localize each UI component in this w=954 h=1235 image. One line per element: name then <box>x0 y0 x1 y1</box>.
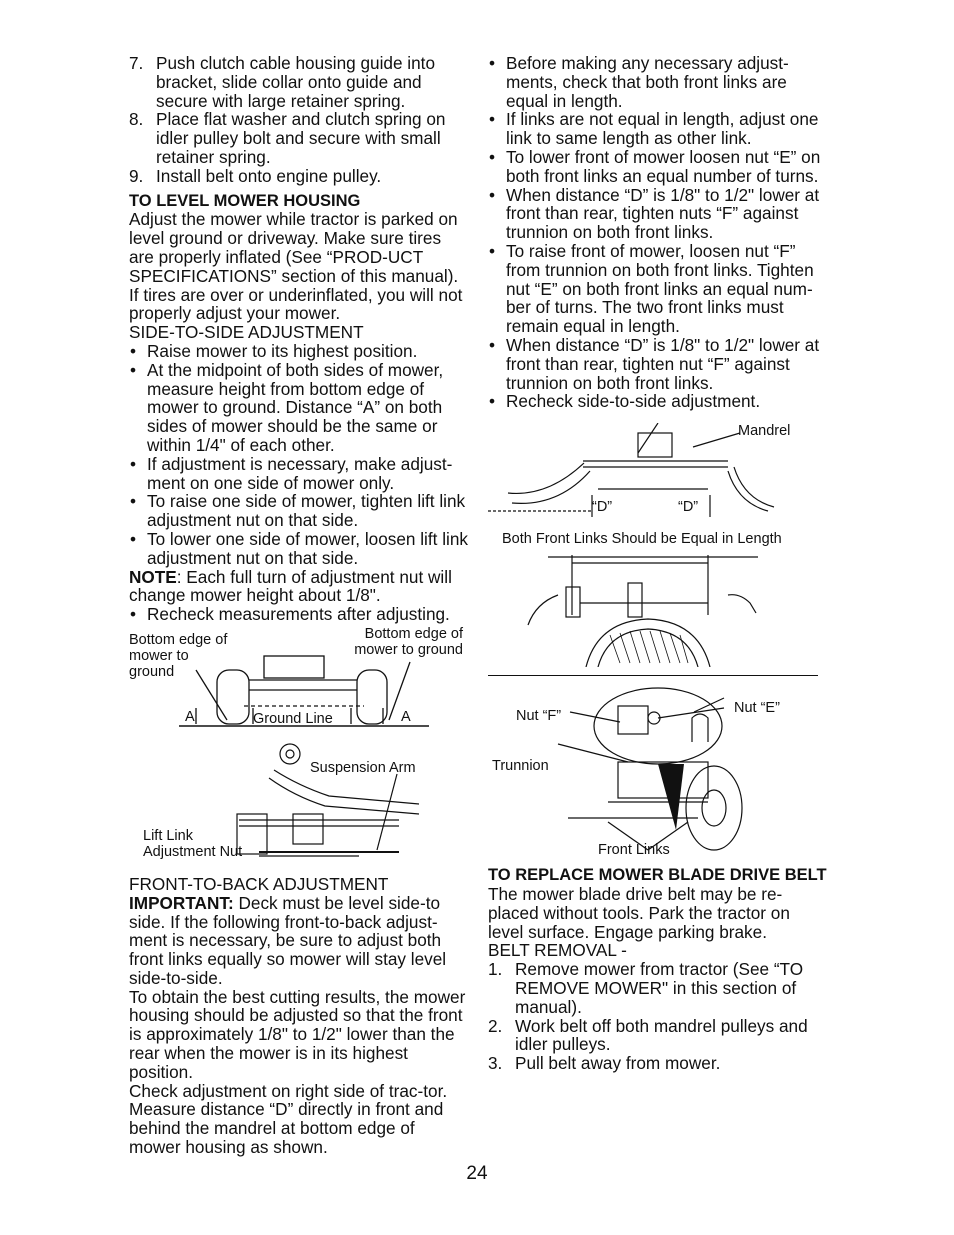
ground-line-figure <box>129 626 469 734</box>
belt-removal-heading: BELT REMOVAL - <box>488 940 627 961</box>
list-item: • If links are not equal in length, adjust one link to same length as other link. <box>488 110 828 148</box>
label-d-front: “D” <box>592 499 613 516</box>
label-nut-e: Nut “E” <box>734 700 780 717</box>
important-label: IMPORTANT: <box>129 892 234 913</box>
caption-front-links-equal: Both Front Links Should be Equal in Length <box>502 531 782 548</box>
right-column <box>488 54 828 1073</box>
front-link-length-drawing <box>488 555 818 667</box>
nut-trunnion-figure <box>488 682 818 859</box>
step-8: 8. Place flat washer and clutch spring on idler pulley bolt and secure with small retainer spring. <box>129 109 446 167</box>
suspension-arm-figure <box>129 742 469 872</box>
label-ground-line: Ground Line <box>253 710 333 727</box>
side-bullets <box>129 342 469 568</box>
label-mandrel: Mandrel <box>738 423 791 440</box>
install-steps <box>129 54 469 186</box>
list-item: • To lower one side of mower, loosen lift link adjustment nut on that side. <box>129 530 469 568</box>
replace-heading: TO REPLACE MOWER BLADE DRIVE BELT <box>488 866 827 885</box>
check-adjustment-para: Check adjustment on right side of trac-tor. Measure distance “D” directly in front and behind the mandrel at bottom edge of mower housing as shown. <box>129 1080 448 1158</box>
label-a-right: A <box>401 708 411 725</box>
front-heading: FRONT-TO-BACK ADJUSTMENT <box>129 873 389 894</box>
important-note: IMPORTANT: Deck must be level side-to side. If the following front-to-back adjust-ment is necessary, be sure to adjust both front links equally so mower will stay level side-to-side. <box>129 892 447 988</box>
level-intro: Adjust the mower while tractor is parked on level ground or driveway. Make sure tires are properly inflated (See “PROD-UCT SPECIFICATIONS” section of this manual). If tires are over or underinflated, you will not properly adjust your mower. <box>129 209 463 324</box>
list-item: • To raise one side of mower, tighten lift link adjustment nut on that side. <box>129 492 469 530</box>
figure-divider <box>488 675 818 676</box>
removal-step-3: 3. Pull belt away from mower. <box>488 1053 721 1074</box>
list-item: • When distance “D” is 1/8" to 1/2" lower at front than rear, tighten nut “F” against trunnion on both front links. <box>488 336 828 392</box>
removal-step-1: 1. Remove mower from tractor (See “TO REMOVE MOWER" in this section of manual). <box>488 959 804 1017</box>
label-front-links: Front Links <box>598 842 670 859</box>
left-column <box>129 54 469 1157</box>
level-heading: TO LEVEL MOWER HOUSING <box>129 191 361 210</box>
label-a-left: A <box>185 708 195 725</box>
list-item: • When distance “D” is 1/8" to 1/2" lower at front than rear, tighten nuts “F” against trunnion on both front links. <box>488 186 828 242</box>
step-7: 7. Push clutch cable housing guide into bracket, slide collar onto guide and secure with large retainer spring. <box>129 53 436 111</box>
recheck-list <box>129 605 469 624</box>
label-nut-f: Nut “F” <box>516 708 562 725</box>
note: NOTE: Each full turn of adjustment nut will change mower height about 1/8". <box>129 566 452 606</box>
note-label: NOTE <box>129 566 177 587</box>
list-item: • To raise front of mower, loosen nut “F” from trunnion on both front links. Tighten nut “E” on both front links an equal num-ber of turns. The two front links must remain equal in length. <box>488 242 828 336</box>
list-item: • To lower front of mower loosen nut “E” on both front links an equal number of turns. <box>488 148 828 186</box>
front-link-length-figure <box>488 555 818 667</box>
list-item: • At the midpoint of both sides of mower, measure height from bottom edge of mower to ground. Distance “A” on both sides of mower should be the same or within 1/4" of each other. <box>129 361 469 455</box>
list-item: • Before making any necessary adjust-ments, check that both front links are equal in length. <box>488 54 828 110</box>
list-item: • Raise mower to its highest position. <box>129 342 469 361</box>
step-9: 9. Install belt onto engine pulley. <box>129 165 382 186</box>
side-heading: SIDE-TO-SIDE ADJUSTMENT <box>129 322 364 343</box>
label-trunnion: Trunnion <box>492 758 549 775</box>
replace-intro: The mower blade drive belt may be re-placed without tools. Park the tractor on level surface. Engage parking brake. <box>488 883 790 942</box>
label-lift-link: Lift Link Adjustment Nut <box>143 827 243 860</box>
page-number: 24 <box>466 1163 488 1184</box>
front-link-bullets <box>488 54 828 411</box>
list-item: • Recheck measurements after adjusting. <box>129 605 469 624</box>
label-d-rear: “D” <box>678 499 699 516</box>
list-item: • If adjustment is necessary, make adjust-ment on one side of mower only. <box>129 455 469 493</box>
list-item: • Recheck side-to-side adjustment. <box>488 392 828 411</box>
removal-step-2: 2. Work belt off both mandrel pulleys and idler pulleys. <box>488 1015 808 1055</box>
best-results-para: To obtain the best cutting results, the mower housing should be adjusted so that the front is approximately 1/8" to 1/2" lower than the rear when the mower is in its highest position. <box>129 986 466 1082</box>
mandrel-figure <box>488 423 818 551</box>
label-bottom-edge-left: Bottom edge of mower to ground <box>129 631 228 680</box>
label-bottom-edge-right: Bottom edge of mower to ground <box>354 625 463 658</box>
removal-steps <box>488 960 828 1073</box>
label-suspension-arm: Suspension Arm <box>310 759 416 776</box>
